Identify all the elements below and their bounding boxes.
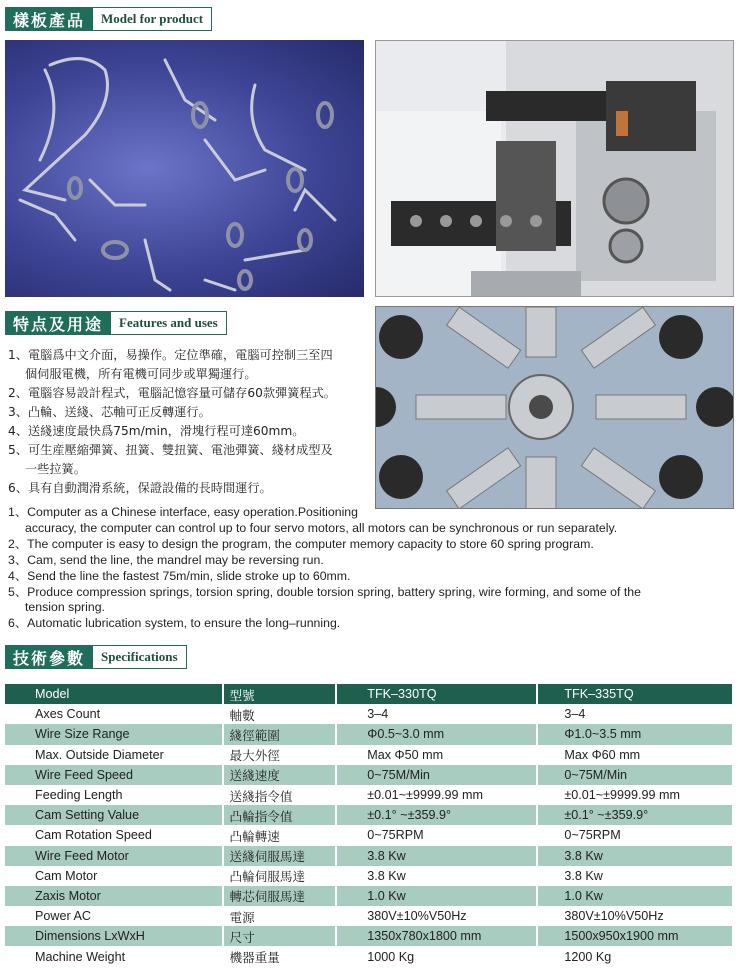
table-cell: 3.8 Kw [537, 846, 733, 866]
table-cell: 3–4 [537, 704, 733, 724]
table-cell: 1350x780x1800 mm [336, 926, 537, 946]
table-cell: Dimensions LxWxH [5, 926, 223, 946]
table-cell: 1200 Kg [537, 946, 733, 966]
cam-assembly-illustration [376, 307, 734, 509]
feature-item [8, 537, 743, 553]
feature-line: 3、Cam, send the line, the mandrel may be reversing run. [8, 552, 324, 567]
table-cell: Axes Count [5, 704, 223, 724]
feature-item [8, 616, 743, 632]
table-cell: Wire Feed Speed [5, 765, 223, 785]
feature-item [8, 505, 743, 537]
header-cell: Model [5, 684, 223, 704]
table-cell: Feeding Length [5, 785, 223, 805]
feature-line: 3、凸輪、送綫、芯軸可正反轉運行。 [8, 405, 211, 419]
machine-photo [375, 40, 734, 297]
section-head-product [5, 7, 212, 31]
section-head-features [5, 311, 227, 335]
table-row [5, 846, 733, 866]
springs-photo [5, 40, 364, 297]
section-head-specs [5, 645, 187, 669]
section-title-cn: 樣板產品 [5, 7, 93, 31]
feature-item [8, 384, 368, 403]
table-cell: 凸輪指令值 [223, 805, 337, 825]
table-cell: ±0.01~±9999.99 mm [537, 785, 733, 805]
section-title-cn: 特点及用途 [5, 311, 111, 335]
header-cell: 型號 [223, 684, 337, 704]
table-cell: Φ1.0~3.5 mm [537, 724, 733, 744]
feature-line: 6、具有自動潤滑系統，保證設備的長時間運行。 [8, 481, 272, 495]
table-cell: 0~75M/Min [336, 765, 537, 785]
table-cell: 3.8 Kw [537, 866, 733, 886]
feature-line: 1、電腦爲中文介面，易操作。定位準確，電腦可控制三至四 [8, 348, 333, 362]
table-cell: 1500x950x1900 mm [537, 926, 733, 946]
table-cell: 1000 Kg [336, 946, 537, 966]
table-cell: 凸輪伺服馬達 [223, 866, 337, 886]
table-cell: Φ0.5~3.0 mm [336, 724, 537, 744]
table-body [5, 704, 733, 966]
features-list-cn [8, 346, 368, 498]
cam-assembly-photo [375, 306, 734, 509]
table-row [5, 805, 733, 825]
table-row [5, 825, 733, 845]
feature-line: 5、可生産壓縮彈簧、扭簧、雙扭簧、電池彈簧、綫材成型及 [8, 443, 333, 457]
header-cell: TFK–330TQ [336, 684, 537, 704]
table-header-row [5, 684, 733, 704]
table-cell: 綫徑範圍 [223, 724, 337, 744]
table-cell: Max Φ60 mm [537, 745, 733, 765]
feature-line: 1、Computer as a Chinese interface, easy operation.Positioning [8, 505, 358, 519]
feature-line: 2、The computer is easy to design the program, the computer memory capacity to store 60 spring program. [8, 536, 594, 551]
table-cell: 轉芯伺服馬達 [223, 886, 337, 906]
specifications-table [5, 684, 734, 967]
table-cell: Machine Weight [5, 946, 223, 966]
machine-illustration [376, 41, 734, 297]
feature-line: 2、電腦容易設計程式，電腦記憶容量可儲存60款彈簧程式。 [8, 386, 336, 400]
table-cell: 0~75RPM [336, 825, 537, 845]
feature-line-continued: accuracy, the computer can control up to four servo motors, all motors can be synchronous or run separately. [25, 520, 618, 535]
table-cell: 3.8 Kw [336, 866, 537, 886]
table-row [5, 785, 733, 805]
table-row [5, 765, 733, 785]
feature-item [8, 553, 743, 569]
feature-item [8, 585, 743, 617]
table-cell: 1.0 Kw [336, 886, 537, 906]
table-cell: 0~75RPM [537, 825, 733, 845]
table-row [5, 906, 733, 926]
table-cell: 送綫伺服馬達 [223, 846, 337, 866]
table-cell: ±0.01~±9999.99 mm [336, 785, 537, 805]
section-title-en: Specifications [93, 645, 187, 669]
table-row [5, 946, 733, 966]
table-cell: Cam Motor [5, 866, 223, 886]
table-cell: 送綫指令值 [223, 785, 337, 805]
table-cell: ±0.1° ~±359.9° [336, 805, 537, 825]
table-cell: 380V±10%V50Hz [537, 906, 733, 926]
table-cell: 3–4 [336, 704, 537, 724]
table-row [5, 704, 733, 724]
table-row [5, 745, 733, 765]
table-cell: Wire Feed Motor [5, 846, 223, 866]
table-cell: Wire Size Range [5, 724, 223, 744]
table-cell: 凸輪轉速 [223, 825, 337, 845]
table-cell: Max Φ50 mm [336, 745, 537, 765]
table-cell: 最大外徑 [223, 745, 337, 765]
feature-item [8, 479, 368, 498]
table-row [5, 866, 733, 886]
feature-line: 4、Send the line the fastest 75m/min, slide stroke up to 60mm. [8, 568, 351, 583]
header-cell: TFK–335TQ [537, 684, 733, 704]
springs-illustration [5, 40, 364, 297]
table-cell: 3.8 Kw [336, 846, 537, 866]
table-cell: 軸數 [223, 704, 337, 724]
table-cell: Power AC [5, 906, 223, 926]
table-cell: Zaxis Motor [5, 886, 223, 906]
section-title-en: Model for product [93, 7, 212, 31]
feature-line-continued: tension spring. [25, 600, 105, 615]
table-cell: 0~75M/Min [537, 765, 733, 785]
table-cell: ±0.1° ~±359.9° [537, 805, 733, 825]
feature-item [8, 569, 743, 585]
feature-item [8, 403, 368, 422]
feature-item [8, 422, 368, 441]
feature-line: 6、Automatic lubrication system, to ensure the long–running. [8, 616, 341, 631]
feature-line-continued: 一些拉簧。 [25, 462, 86, 476]
table-cell: 1.0 Kw [537, 886, 733, 906]
features-list-en [8, 505, 743, 632]
table-cell: 機器重量 [223, 946, 337, 966]
table-row [5, 886, 733, 906]
table-row [5, 724, 733, 744]
feature-item [8, 346, 368, 384]
feature-item [8, 441, 368, 479]
section-title-en: Features and uses [111, 311, 227, 335]
table-cell: Cam Setting Value [5, 805, 223, 825]
feature-line-continued: 個伺服電機，所有電機可同步或單獨運行。 [25, 367, 257, 381]
feature-line: 4、送綫速度最快爲75m/min，滑塊行程可達60mm。 [8, 424, 305, 438]
table-cell: 電源 [223, 906, 337, 926]
table-cell: Max. Outside Diameter [5, 745, 223, 765]
table-row [5, 926, 733, 946]
table-cell: Cam Rotation Speed [5, 825, 223, 845]
section-title-cn: 技術參數 [5, 645, 93, 669]
feature-line: 5、Produce compression springs, torsion spring, double torsion spring, battery spring, wire forming, and some of the [8, 584, 641, 599]
table-cell: 送綫速度 [223, 765, 337, 785]
table-cell: 380V±10%V50Hz [336, 906, 537, 926]
table-cell: 尺寸 [223, 926, 337, 946]
